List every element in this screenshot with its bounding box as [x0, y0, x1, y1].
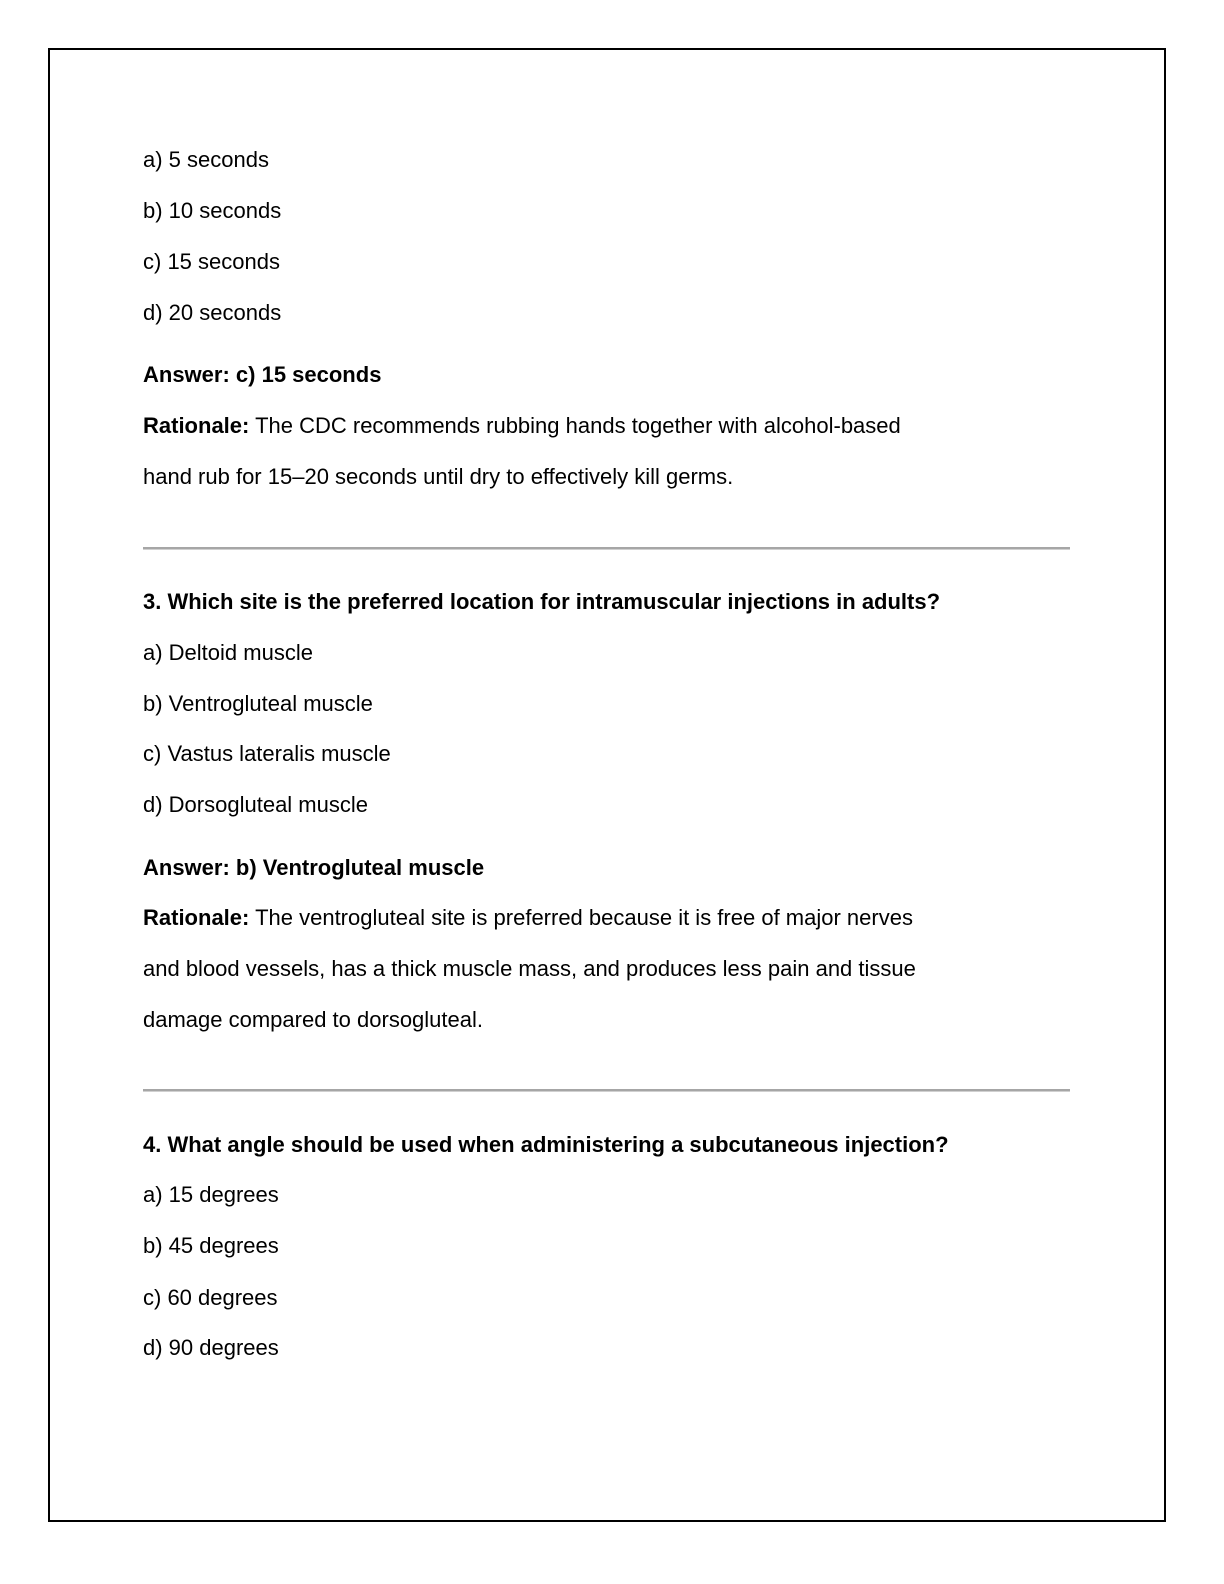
option: b) 45 degrees	[143, 1233, 279, 1258]
rationale-text: The CDC recommends rubbing hands together with alcohol-based	[249, 413, 901, 438]
answer-label: Answer:	[143, 855, 230, 880]
option: b) 10 seconds	[143, 198, 282, 223]
rationale-text: The ventrogluteal site is preferred because it is free of major nerves	[249, 905, 913, 930]
option: a) Deltoid muscle	[143, 640, 313, 665]
rationale	[143, 411, 901, 441]
rationale	[143, 903, 913, 933]
rationale-label: Rationale:	[143, 905, 250, 930]
rationale-label: Rationale:	[143, 413, 250, 438]
option: b) Ventrogluteal muscle	[143, 691, 373, 716]
divider	[143, 547, 1070, 550]
question-title: 3. Which site is the preferred location for intramuscular injections in adults?	[143, 589, 941, 614]
answer-value: b) Ventrogluteal muscle	[229, 855, 485, 880]
option: a) 15 degrees	[143, 1182, 279, 1207]
option: d) 20 seconds	[143, 300, 282, 325]
option: c) Vastus lateralis muscle	[143, 741, 391, 766]
option: c) 15 seconds	[143, 249, 280, 274]
rationale-text: damage compared to dorsogluteal.	[143, 1007, 483, 1032]
question-title: 4. What angle should be used when administering a subcutaneous injection?	[143, 1132, 949, 1157]
answer	[143, 853, 484, 883]
option: a) 5 seconds	[143, 147, 269, 172]
answer-label: Answer:	[143, 362, 230, 387]
option: c) 60 degrees	[143, 1285, 278, 1310]
divider	[143, 1089, 1070, 1092]
rationale-text: and blood vessels, has a thick muscle mass, and produces less pain and tissue	[143, 956, 916, 981]
option: d) 90 degrees	[143, 1335, 279, 1360]
answer-value: c) 15 seconds	[229, 362, 382, 387]
option: d) Dorsogluteal muscle	[143, 792, 368, 817]
rationale-text: hand rub for 15–20 seconds until dry to effectively kill germs.	[143, 464, 734, 489]
answer	[143, 360, 381, 390]
